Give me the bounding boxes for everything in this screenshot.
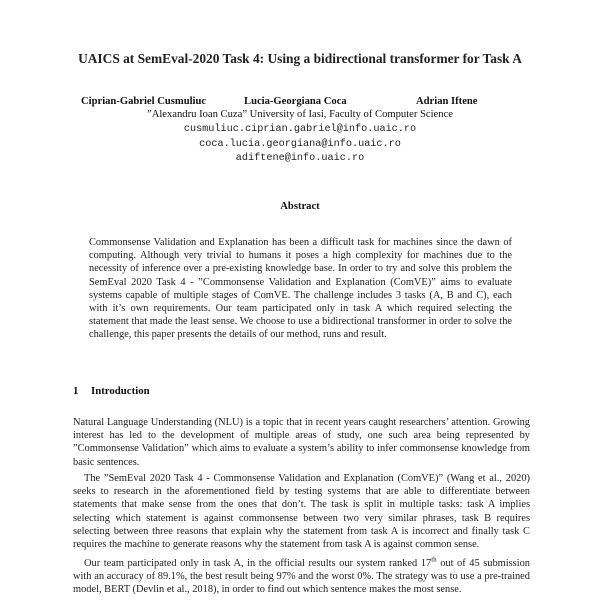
paragraph-3-start: Our team participated only in task A, in the official results our system ranked 17 — [84, 558, 432, 569]
paper-title: UAICS at SemEval-2020 Task 4: Using a bidirectional transformer for Task A — [78, 51, 522, 66]
author-3: Adrian Iftene — [416, 96, 478, 107]
email-1: cusmuliuc.ciprian.gabriel@info.uaic.ro — [183, 124, 417, 135]
author-2: Lucia-Georgiana Coca — [244, 96, 347, 107]
abstract-text: Commonsense Validation and Explanation has been a difficult task for machines since the dawn of computing. Although very trivial to humans it poses a high complexity for machines due to the necessity of inference over a pre-existing knowledge base. In order to try and solve this problem the SemEval 2020 Task 4 - ”Commonsense Validation and Explanation (ComVE)” aims to evaluate systems capable of multiple stages of ComVE. The challenge includes 3 tasks (A, B and C), each with it’s own requirements. Our team participated only in task A which required selecting the statement that made the least sense. We choose to use a bidirectional transformer in order to solve the challenge, this paper presents the details of our method, runs and result. — [89, 237, 512, 341]
ordinal-suffix: th — [431, 555, 437, 564]
abstract-heading: Abstract — [280, 201, 320, 212]
section-number: 1 — [73, 385, 79, 397]
paragraph-3-end: out of 45 submission with an accuracy of 89.1%, the best result being 97% and the worst 0%. The strategy was to use a pre-trained model, BERT (Devlin et al., 2018), in order to find out which sentence makes the most sense. — [73, 558, 531, 596]
email-3: adiftene@info.uaic.ro — [235, 153, 365, 164]
affiliation: ”Alexandru Ioan Cuza” University of Iasi, Faculty of Computer Science — [147, 109, 453, 120]
paragraph-3 — [73, 557, 530, 597]
section-title: Introduction — [91, 385, 150, 397]
paragraph-1: Natural Language Understanding (NLU) is a topic that in recent years caught researchers’ attention. Growing interest has led to the development of multiple areas of study, one such area being represented by ”Commonsense Validation” which aims to evaluate a system’s ability to infer commonsense knowledge from basic sentences. — [73, 417, 530, 468]
paragraph-2: The ”SemEval 2020 Task 4 - Commonsense Validation and Explanation (ComVE)” (Wang et al., 2020) seeks to research in the aforementioned field by testing systems that are able to differentiate between statements that make sense from the ones that don’t. The task is split in multiple tasks: task A implies selecting which statement is against commonsense between two very similar phrases, task B requires selecting between three reasons that explain why the statement from task A is incorrect and finally task C requires the machine to generate reasons why the statement from task A is against common sense. — [73, 473, 530, 551]
author-1: Ciprian-Gabriel Cusmuliuc — [81, 96, 207, 107]
email-2: coca.lucia.georgiana@info.uaic.ro — [199, 139, 401, 150]
section-heading — [73, 385, 150, 397]
